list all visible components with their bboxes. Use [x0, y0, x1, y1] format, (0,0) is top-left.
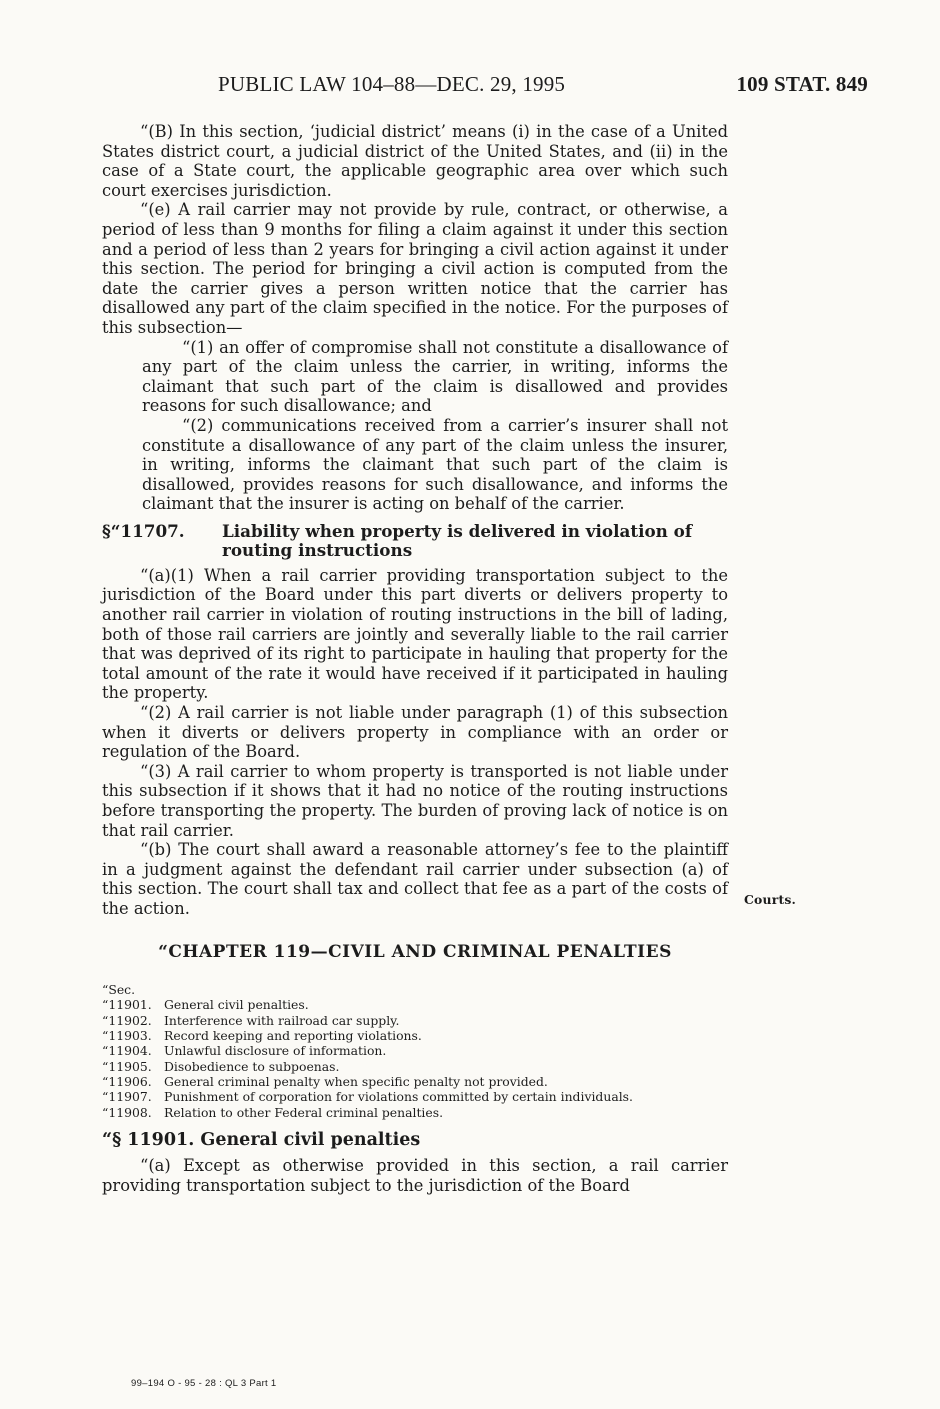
toc-item [102, 1059, 728, 1074]
toc-item [102, 1089, 728, 1104]
subparagraph-2: “(2) communications received from a carrier’s insurer shall not constitute a disallowance of any part of the claim unless the insurer, in writing, informs the claimant that such part of the claim is disallowed, provides reasons for such disallowance, and informs the claimant that the insurer is acting on behalf of the carrier. [142, 415, 728, 514]
paragraph-b-judicial-district: “(B) In this section, ‘judicial district’ means (i) in the case of a United States district court, a judicial district of the United States, and (ii) in the case of a State court, the applicable geographic area over which such court exercises jurisdiction. [102, 122, 728, 200]
print-footer: 99–194 O - 95 - 28 : QL 3 Part 1 [131, 1378, 277, 1389]
section-11707-title: Liability when property is delivered in violation of routing instructions [222, 520, 693, 560]
toc-item-number: “11905. [102, 1058, 152, 1074]
toc-item-title: Unlawful disclosure of information. [164, 1043, 387, 1059]
paragraph-11707-a2: “(2) A rail carrier is not liable under paragraph (1) of this subsection when it diverts or delivers property in compliance with an order or regulation of the Board. [102, 703, 728, 762]
toc-item [102, 997, 728, 1012]
paragraph-11707-a1: “(a)(1) When a rail carrier providing transportation subject to the jurisdiction of the Board under this part diverts or delivers property to another rail carrier in violation of routing instructions in the bill of lading, both of those rail carriers are jointly and severally liable to the rail carrier that was deprived of its right to participate in hauling that property for the total amount of the rate it would have received if it participated in hauling the property. [102, 565, 728, 703]
header-stat-page: 109 STAT. 849 [736, 72, 868, 96]
toc-item [102, 1013, 728, 1028]
toc-item [102, 1074, 728, 1089]
toc-item-number: “11902. [102, 1012, 152, 1028]
paragraph-11707-b: “(b) The court shall award a reasonable attorney’s fee to the plaintiff in a judgment against the defendant rail carrier under subsection (a) of this section. The court shall tax and collect that fee as a part of the costs of the action. [102, 840, 728, 918]
document-body [102, 122, 728, 1196]
toc-item-number: “11907. [102, 1089, 152, 1105]
toc-item-title: Interference with railroad car supply. [164, 1012, 400, 1028]
toc-sec-label: “Sec. [102, 982, 136, 998]
toc-item-title: Punishment of corporation for violations committed by certain individuals. [164, 1089, 633, 1105]
chapter-119-title: “CHAPTER 119—CIVIL AND CRIMINAL PENALTIES [158, 941, 672, 962]
section-11707-number: §“11707. [102, 520, 185, 541]
toc-item-number: “11903. [102, 1028, 152, 1044]
toc-item-title: General criminal penalty when specific penalty not provided. [164, 1073, 548, 1089]
paragraph-11707-a3: “(3) A rail carrier to whom property is transported is not liable under this subsection if it shows that it had no notice of the routing instructions before transporting the property. The burden of proving lack of notice is on that rail carrier. [102, 761, 728, 840]
toc-item-number: “11904. [102, 1043, 152, 1059]
toc-item-title: Record keeping and reporting violations. [164, 1028, 422, 1044]
section-11901-heading: “§ 11901. General civil penalties [102, 1129, 421, 1150]
toc-item-number: “11908. [102, 1104, 152, 1120]
toc-item [102, 1028, 728, 1043]
toc-item [102, 1043, 728, 1058]
chapter-table-of-contents [102, 982, 728, 1120]
section-11707-heading [102, 522, 728, 560]
toc-item-number: “11906. [102, 1073, 152, 1089]
toc-item [102, 1105, 728, 1120]
toc-item-title: General civil penalties. [164, 997, 309, 1013]
header-law-citation: PUBLIC LAW 104–88—DEC. 29, 1995 [218, 72, 566, 96]
toc-item-title: Disobedience to subpoenas. [164, 1058, 340, 1074]
subparagraph-1: “(1) an offer of compromise shall not constitute a disallowance of any part of the claim unless the carrier, in writing, informs the claimant that such part of the claim is disallowed and provides reasons for such disallowance; and [142, 337, 728, 416]
toc-item-title: Relation to other Federal criminal penalties. [164, 1104, 444, 1120]
margin-note-courts: Courts. [744, 892, 797, 907]
paragraph-e-claim-period: “(e) A rail carrier may not provide by rule, contract, or otherwise, a period of less than 9 months for filing a claim against it under this section and a period of less than 2 years for bringing a civil action against it under this section. The period for bringing a civil action is computed from the date the carrier gives a person written notice that the carrier has disallowed any part of the claim specified in the notice. For the purposes of this subsection— [102, 200, 728, 337]
toc-item-number: “11901. [102, 997, 152, 1013]
paragraph-11901-a: “(a) Except as otherwise provided in this section, a rail carrier providing transportation subject to the jurisdiction of the Board [102, 1156, 728, 1196]
